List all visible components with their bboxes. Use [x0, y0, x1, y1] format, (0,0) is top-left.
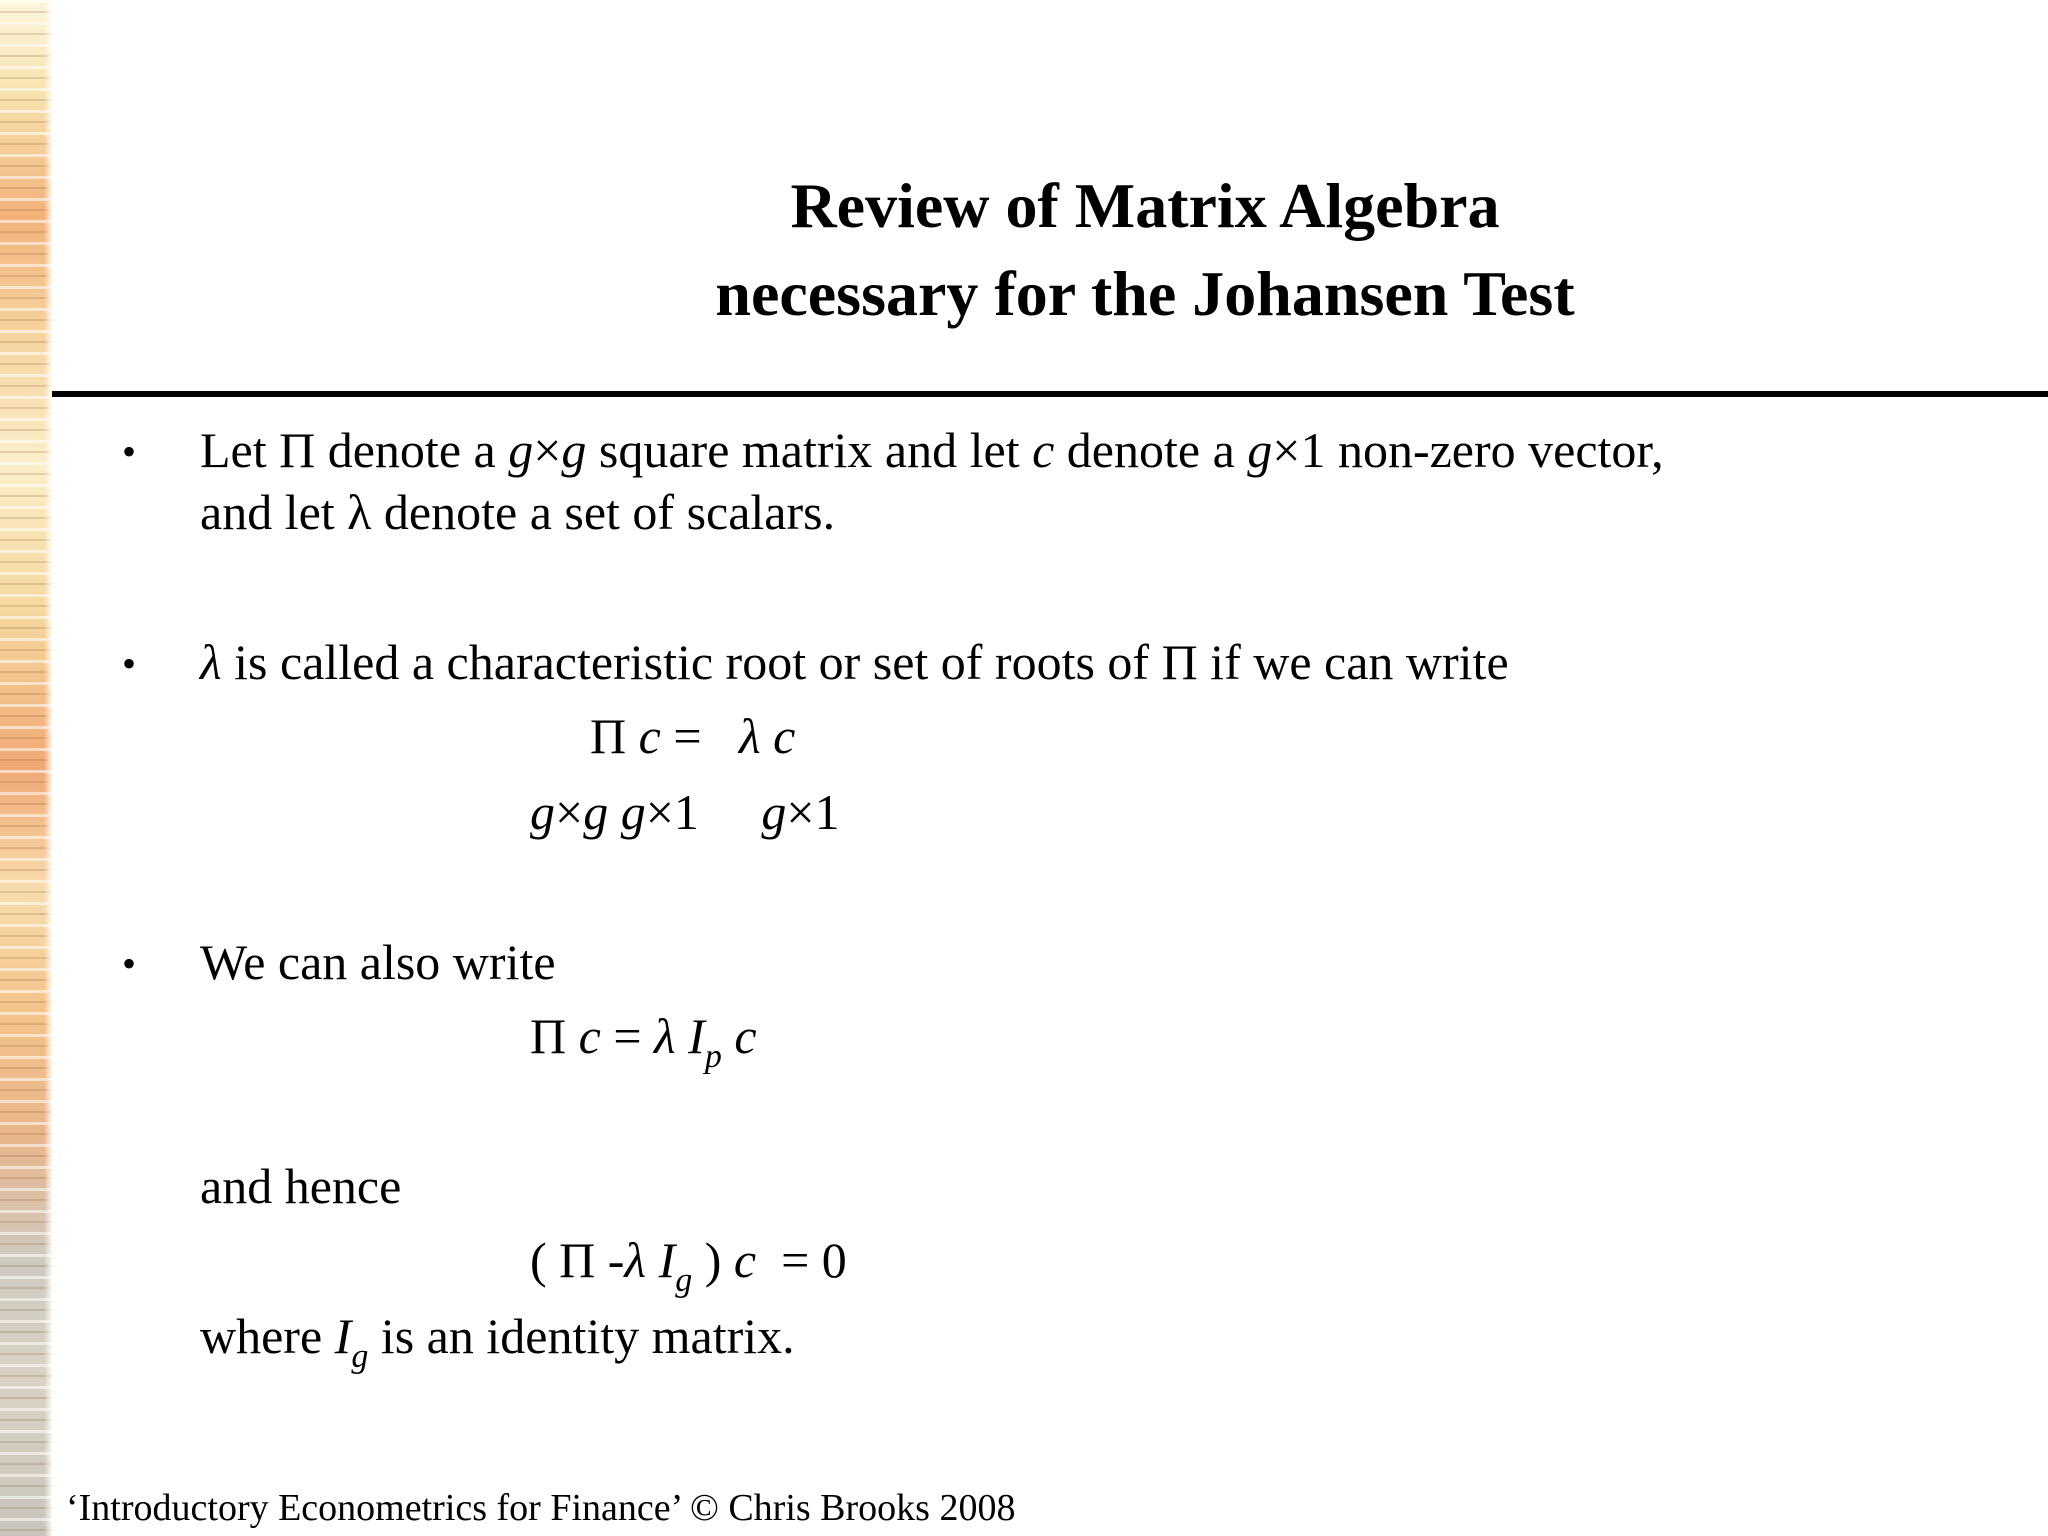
bullet-marker-2: • [122, 641, 137, 686]
bullet-marker-3: • [122, 941, 137, 986]
and-hence-text: and hence [200, 1158, 402, 1214]
identity-matrix-note: where $I_g$ is an identity matrix. [200, 1308, 795, 1375]
equation-characteristic: ( Π -λ $I_g$ ) c = 0 [530, 1232, 847, 1299]
bullet-marker-1: • [122, 429, 137, 474]
bullet-1-line-1: Let Π denote a g×g square matrix and let c denote a g×1 non-zero vector, [200, 422, 1664, 478]
slide-title-line-1: Review of Matrix Algebra [790, 170, 1500, 241]
bullet-2-text: λ is called a characteristic root or set of roots of Π if we can write [200, 634, 1509, 690]
equation-eigen-dimensions: g×g g×1 g×1 [530, 784, 840, 840]
bullet-1-line-2: and let λ denote a set of scalars. [200, 484, 836, 540]
footer-copyright: ‘Introductory Econometrics for Finance’ © Chris Brooks 2008 [66, 1487, 1016, 1529]
title-divider [52, 391, 2048, 397]
equation-identity-form: Π c = λ $I_p$ c [530, 1008, 757, 1075]
decorative-side-stripe [0, 0, 52, 1536]
equation-eigen: Π c = λ c [590, 708, 796, 764]
slide-title-line-2: necessary for the Johansen Test [715, 258, 1575, 329]
slide-title [560, 162, 1730, 338]
bullet-3-text: We can also write [200, 934, 556, 990]
